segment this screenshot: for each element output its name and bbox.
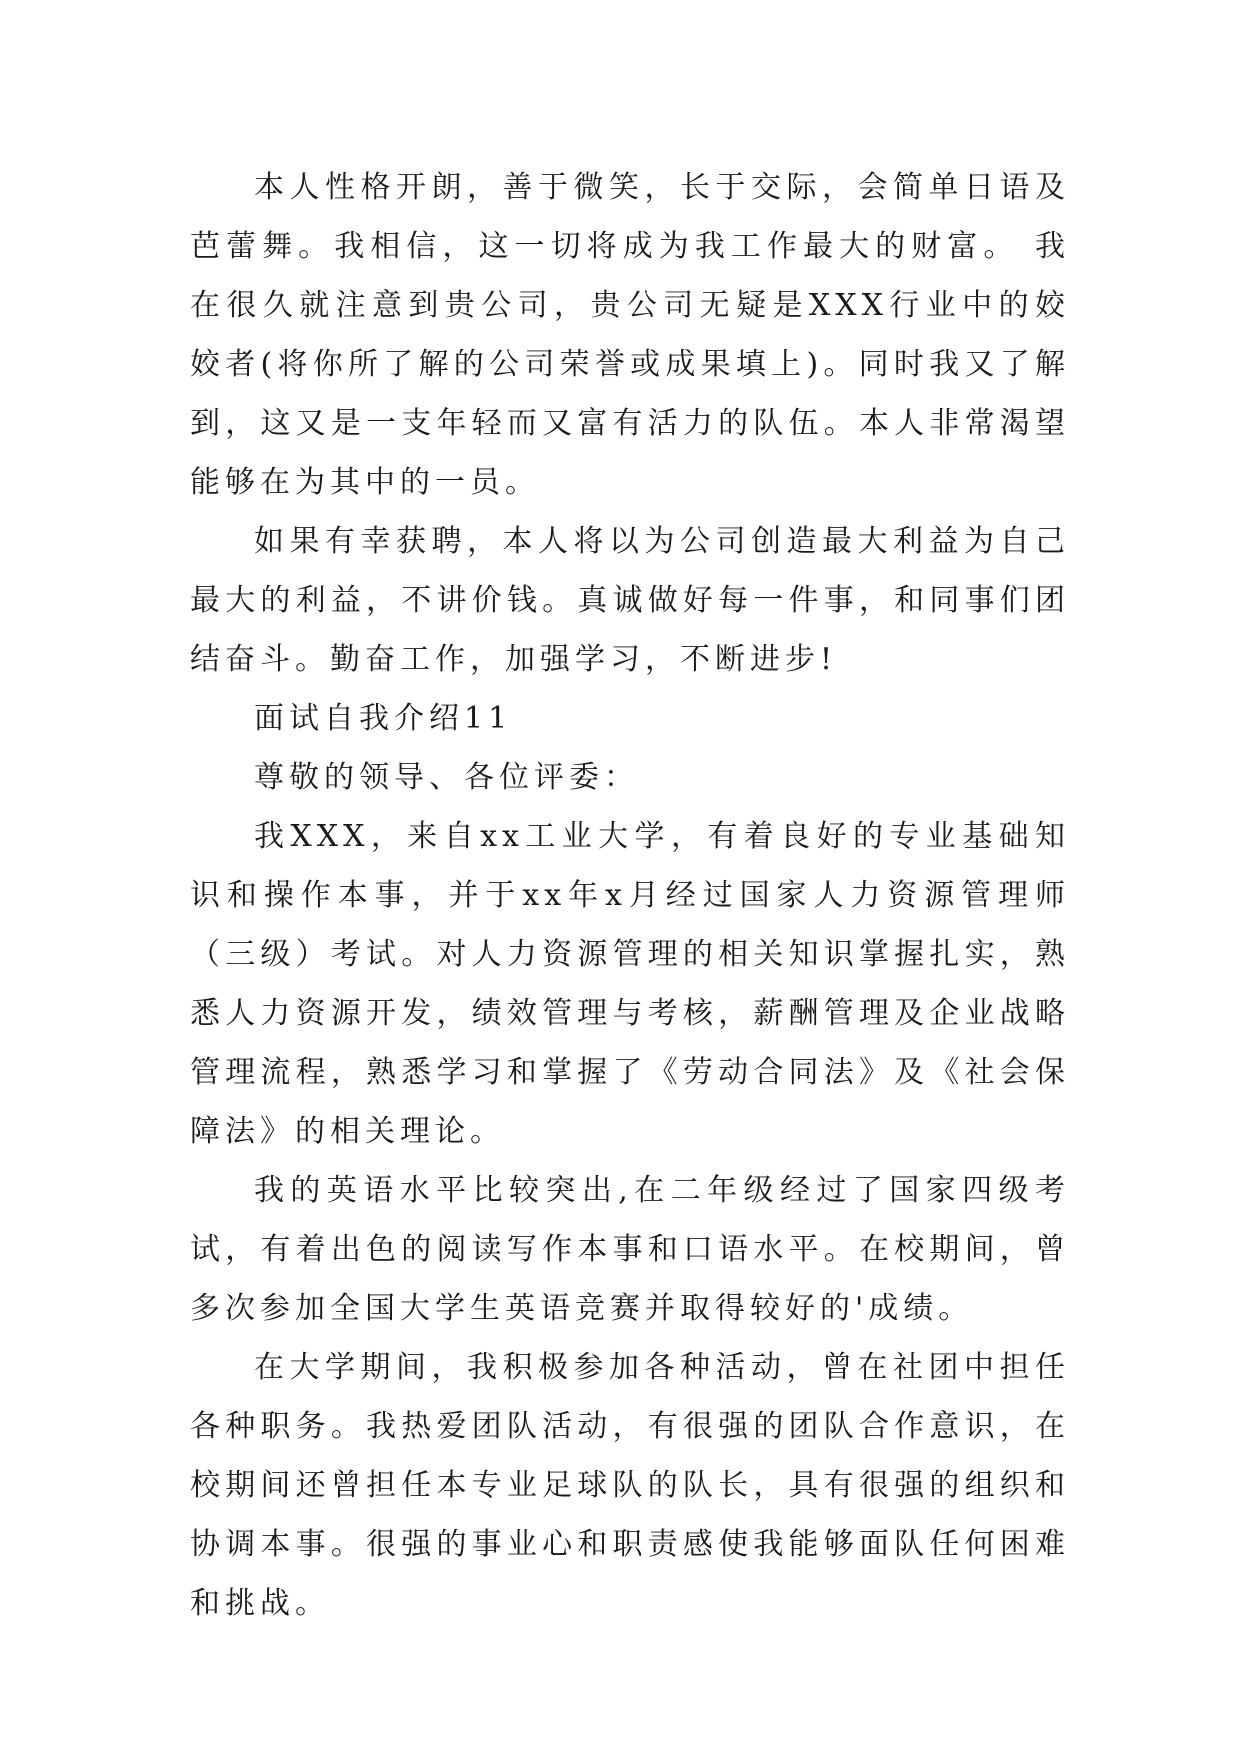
paragraph-english: 我的英语水平比较突出,在二年级经过了国家四级考试，有着出色的阅读写作本事和口语水平。在校期间，曾多次参加全国大学生英语竞赛并取得较好的'成绩。 (190, 1173, 1070, 1326)
section-heading: 面试自我介绍11 (254, 701, 513, 736)
paragraph-commitment: 如果有幸获聘，本人将以为公司创造最大利益为自己最大的利益，不讲价钱。真诚做好每一件事，和同事们团结奋斗。勤奋工作，加强学习，不断进步! (190, 524, 1070, 677)
paragraph-education: 我XXX，来自xx工业大学，有着良好的专业基础知识和操作本事，并于xx年x月经过国家人力资源管理师（三级）考试。对人力资源管理的相关知识掌握扎实，熟悉人力资源开发，绩效管理与考核，薪酬管理及企业战略管理流程，熟悉学习和掌握了《劳动合同法》及《社会保障法》的相关理论。 (190, 819, 1070, 1149)
salutation: 尊敬的领导、各位评委： (254, 760, 639, 795)
paragraph-personality: 本人性格开朗，善于微笑，长于交际，会简单日语及芭蕾舞。我相信，这一切将成为我工作最大的财富。 我在很久就注意到贵公司，贵公司无疑是XXX行业中的姣姣者(将你所了解的公司荣誉或成果填上)。同时我又了解到，这又是一支年轻而又富有活力的队伍。本人非常渴望能够在为其中的一员。 (190, 170, 1070, 500)
paragraph-activities: 在大学期间，我积极参加各种活动，曾在社团中担任各种职务。我热爱团队活动，有很强的团队合作意识，在校期间还曾担任本专业足球队的队长，具有很强的组织和协调本事。很强的事业心和职责感使我能够面队任何困难和挑战。 (190, 1350, 1070, 1621)
document-body (190, 158, 1070, 1633)
